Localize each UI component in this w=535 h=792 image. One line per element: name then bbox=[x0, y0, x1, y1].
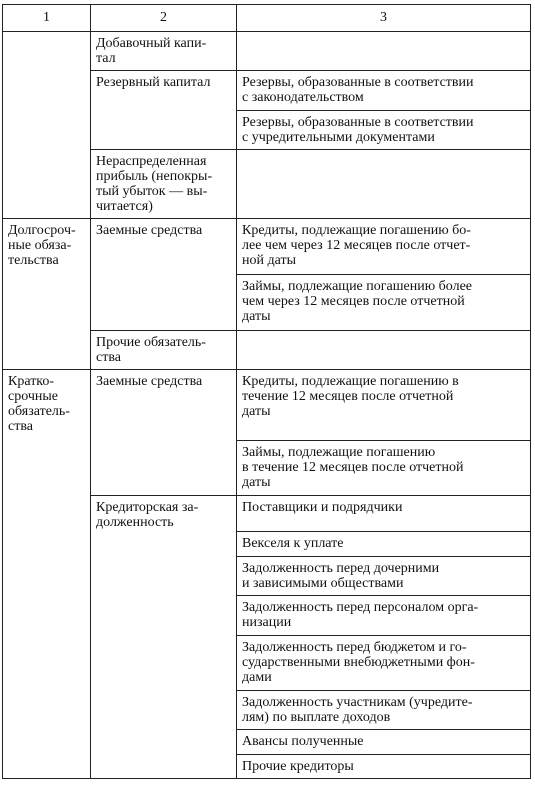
detail-cell: Задолженность перед дочерними и зависимыми обществами bbox=[237, 557, 531, 596]
detail-cell bbox=[237, 331, 531, 370]
detail-cell: Векселя к уплате bbox=[237, 532, 531, 557]
detail-cell: Резервы, образованные в соответствии с учредительными документами bbox=[237, 111, 531, 150]
detail-cell: Кредиты, подлежащие погашению бо- лее чем через 12 месяцев после отчет- ной даты bbox=[237, 219, 531, 275]
header-row bbox=[3, 5, 531, 32]
detail-cell bbox=[237, 150, 531, 219]
detail-cell: Задолженность участникам (учредите- лям) по выплате доходов bbox=[237, 691, 531, 730]
table-row bbox=[3, 219, 531, 275]
item-cell: Добавочный капи- тал bbox=[91, 32, 237, 71]
detail-cell: Займы, подлежащие погашению более чем через 12 месяцев после отчетной даты bbox=[237, 275, 531, 331]
detail-cell: Поставщики и подрядчики bbox=[237, 496, 531, 532]
detail-cell bbox=[237, 32, 531, 71]
detail-cell: Задолженность перед бюджетом и го- сударственными внебюджетными фон- дами bbox=[237, 636, 531, 691]
detail-cell: Задолженность перед персоналом орга- низации bbox=[237, 596, 531, 636]
item-cell: Нераспределенная прибыль (непокры- тый убыток — вы- читается) bbox=[91, 150, 237, 219]
balance-sheet-table bbox=[2, 4, 531, 779]
item-cell: Заемные средства bbox=[91, 370, 237, 496]
detail-cell: Займы, подлежащие погашению в течение 12 месяцев после отчетной даты bbox=[237, 441, 531, 496]
item-cell: Кредиторская за- долженность bbox=[91, 496, 237, 779]
detail-cell: Авансы полученные bbox=[237, 730, 531, 755]
category-cell: Кратко- срочные обязатель- ства bbox=[3, 370, 91, 779]
item-cell: Прочие обязатель- ства bbox=[91, 331, 237, 370]
column-header-1: 1 bbox=[3, 5, 91, 32]
table-row bbox=[3, 32, 531, 71]
table-row bbox=[3, 370, 531, 441]
category-cell: Долгосроч- ные обяза- тельства bbox=[3, 219, 91, 370]
detail-cell: Прочие кредиторы bbox=[237, 755, 531, 779]
detail-cell: Кредиты, подлежащие погашению в течение 12 месяцев после отчетной даты bbox=[237, 370, 531, 441]
category-cell-capital bbox=[3, 32, 91, 219]
detail-cell: Резервы, образованные в соответствии с законодательством bbox=[237, 71, 531, 111]
column-header-2: 2 bbox=[91, 5, 237, 32]
column-header-3: 3 bbox=[237, 5, 531, 32]
item-cell: Резервный капитал bbox=[91, 71, 237, 150]
item-cell: Заемные средства bbox=[91, 219, 237, 331]
